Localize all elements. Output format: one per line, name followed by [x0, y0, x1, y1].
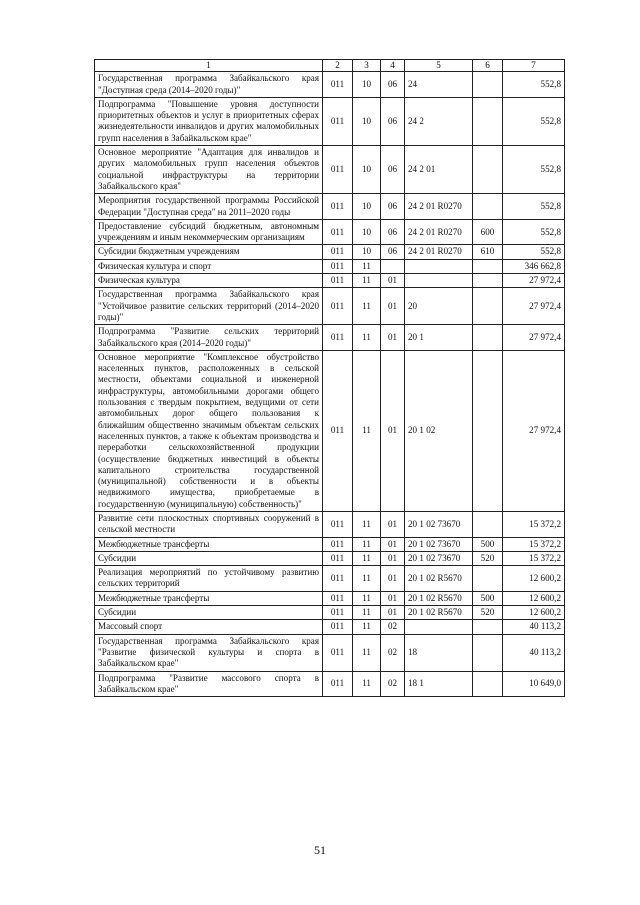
table-row	[95, 591, 565, 605]
target-article-cell: 24 2	[405, 97, 473, 145]
table-row	[95, 671, 565, 697]
amount-cell: 552,8	[503, 194, 565, 220]
target-article-cell: 20 1 02 R5670	[405, 591, 473, 605]
column-header: 3	[353, 60, 381, 72]
subsection-code-cell: 01	[381, 551, 405, 565]
section-code-cell: 10	[353, 146, 381, 194]
table-row	[95, 274, 565, 288]
row-name-cell: Массовый спорт	[95, 620, 323, 634]
row-name-cell: Мероприятия государственной программы Российской Федерации "Доступная среда" на 2011–2020 годы	[95, 194, 323, 220]
expense-type-cell: 610	[473, 245, 503, 259]
expense-type-cell	[473, 634, 503, 671]
amount-cell: 27 972,4	[503, 288, 565, 325]
subsection-code-cell: 02	[381, 634, 405, 671]
grbs-code-cell: 011	[323, 620, 353, 634]
target-article-cell: 20 1 02 R5670	[405, 606, 473, 620]
table-row	[95, 551, 565, 565]
grbs-code-cell: 011	[323, 325, 353, 351]
amount-cell: 552,8	[503, 219, 565, 245]
target-article-cell	[405, 259, 473, 273]
grbs-code-cell: 011	[323, 537, 353, 551]
expense-type-cell	[473, 146, 503, 194]
subsection-code-cell: 06	[381, 219, 405, 245]
expense-type-cell: 520	[473, 606, 503, 620]
table-row	[95, 350, 565, 511]
target-article-cell: 24 2 01 R0270	[405, 219, 473, 245]
section-code-cell: 11	[353, 259, 381, 273]
table-row	[95, 219, 565, 245]
table-row	[95, 325, 565, 351]
grbs-code-cell: 011	[323, 606, 353, 620]
section-code-cell: 11	[353, 591, 381, 605]
row-name-cell: Основное мероприятие "Комплексное обустройство населенных пунктов, расположенных в сельской местности, объектами социальной и инженерной инфраструктуры, автомобильными дорогами общего пользования с твердым покрытием, ведущими от сети автомобильных дорог общего пользования к ближайшим общественно значимым объектам сельских населенных пунктов, а также к объектам производства и переработки сельскохозяйственной продукции (осуществление бюджетных инвестиций в объекты капитального строительства государственной (муниципальной) собственности и в объекты недвижимого имущества, приобретаемые в государственную (муниципальную) собственность)"	[95, 350, 323, 511]
amount-cell: 27 972,4	[503, 350, 565, 511]
table-row	[95, 537, 565, 551]
section-code-cell: 11	[353, 606, 381, 620]
row-name-cell: Подпрограмма "Повышение уровня доступности приоритетных объектов и услуг в приоритетных сферах жизнедеятельности инвалидов и других маломобильных групп населения в Забайкальском крае"	[95, 97, 323, 145]
row-name-cell: Государственная программа Забайкальского края "Развитие физической культуры и спорта в Забайкальском крае"	[95, 634, 323, 671]
table-row	[95, 97, 565, 145]
section-code-cell: 10	[353, 72, 381, 98]
grbs-code-cell: 011	[323, 671, 353, 697]
section-code-cell: 10	[353, 219, 381, 245]
section-code-cell: 11	[353, 551, 381, 565]
row-name-cell: Физическая культура	[95, 274, 323, 288]
amount-cell: 40 113,2	[503, 634, 565, 671]
subsection-code-cell: 01	[381, 606, 405, 620]
section-code-cell: 11	[353, 671, 381, 697]
table-row	[95, 146, 565, 194]
table-row	[95, 288, 565, 325]
row-name-cell: Подпрограмма "Развитие массового спорта в Забайкальском крае"	[95, 671, 323, 697]
row-name-cell: Межбюджетные трансферты	[95, 537, 323, 551]
grbs-code-cell: 011	[323, 566, 353, 592]
expense-type-cell: 520	[473, 551, 503, 565]
target-article-cell: 20 1 02 R5670	[405, 566, 473, 592]
subsection-code-cell: 06	[381, 97, 405, 145]
amount-cell: 552,8	[503, 245, 565, 259]
subsection-code-cell: 01	[381, 566, 405, 592]
target-article-cell: 24 2 01	[405, 146, 473, 194]
target-article-cell: 24 2 01 R0270	[405, 245, 473, 259]
budget-table	[94, 59, 565, 697]
grbs-code-cell: 011	[323, 245, 353, 259]
section-code-cell: 11	[353, 325, 381, 351]
row-name-cell: Реализация мероприятий по устойчивому развитию сельских территорий	[95, 566, 323, 592]
grbs-code-cell: 011	[323, 551, 353, 565]
target-article-cell: 20 1	[405, 325, 473, 351]
amount-cell: 40 113,2	[503, 620, 565, 634]
grbs-code-cell: 011	[323, 350, 353, 511]
subsection-code-cell: 06	[381, 245, 405, 259]
section-code-cell: 11	[353, 634, 381, 671]
amount-cell: 552,8	[503, 72, 565, 98]
column-header: 1	[95, 60, 323, 72]
amount-cell: 10 649,0	[503, 671, 565, 697]
amount-cell: 12 600,2	[503, 591, 565, 605]
grbs-code-cell: 011	[323, 591, 353, 605]
target-article-cell: 20 1 02 73670	[405, 551, 473, 565]
header-row	[95, 60, 565, 72]
row-name-cell: Физическая культура и спорт	[95, 259, 323, 273]
subsection-code-cell: 01	[381, 274, 405, 288]
expense-type-cell	[473, 194, 503, 220]
expense-type-cell	[473, 620, 503, 634]
row-name-cell: Государственная программа Забайкальского края "Устойчивое развитие сельских территорий (2014–2020 годы)"	[95, 288, 323, 325]
section-code-cell: 11	[353, 620, 381, 634]
expense-type-cell	[473, 274, 503, 288]
table-row	[95, 194, 565, 220]
table-row	[95, 606, 565, 620]
row-name-cell: Подпрограмма "Развитие сельских территорий Забайкальского края (2014–2020 годы)"	[95, 325, 323, 351]
row-name-cell: Развитие сети плоскостных спортивных сооружений в сельской местности	[95, 511, 323, 537]
row-name-cell: Межбюджетные трансферты	[95, 591, 323, 605]
column-header: 7	[503, 60, 565, 72]
grbs-code-cell: 011	[323, 634, 353, 671]
target-article-cell: 20 1 02 73670	[405, 537, 473, 551]
target-article-cell: 20 1 02 73670	[405, 511, 473, 537]
amount-cell: 346 662,8	[503, 259, 565, 273]
subsection-code-cell: 01	[381, 350, 405, 511]
target-article-cell: 24	[405, 72, 473, 98]
amount-cell: 27 972,4	[503, 274, 565, 288]
section-code-cell: 11	[353, 274, 381, 288]
subsection-code-cell: 06	[381, 194, 405, 220]
section-code-cell: 11	[353, 511, 381, 537]
grbs-code-cell: 011	[323, 259, 353, 273]
subsection-code-cell: 02	[381, 671, 405, 697]
amount-cell: 27 972,4	[503, 325, 565, 351]
table-row	[95, 620, 565, 634]
subsection-code-cell: 01	[381, 325, 405, 351]
grbs-code-cell: 011	[323, 194, 353, 220]
row-name-cell: Субсидии бюджетным учреждениям	[95, 245, 323, 259]
table-row	[95, 566, 565, 592]
subsection-code-cell: 06	[381, 146, 405, 194]
subsection-code-cell: 01	[381, 511, 405, 537]
expense-type-cell	[473, 72, 503, 98]
expense-type-cell	[473, 350, 503, 511]
table-row	[95, 511, 565, 537]
expense-type-cell	[473, 325, 503, 351]
table-row	[95, 245, 565, 259]
amount-cell: 12 600,2	[503, 606, 565, 620]
table-body	[95, 72, 565, 697]
subsection-code-cell: 01	[381, 288, 405, 325]
amount-cell: 12 600,2	[503, 566, 565, 592]
amount-cell: 15 372,2	[503, 511, 565, 537]
table-row	[95, 72, 565, 98]
expense-type-cell	[473, 97, 503, 145]
grbs-code-cell: 011	[323, 146, 353, 194]
target-article-cell: 24 2 01 R0270	[405, 194, 473, 220]
expense-type-cell	[473, 671, 503, 697]
target-article-cell: 18 1	[405, 671, 473, 697]
row-name-cell: Субсидии	[95, 551, 323, 565]
amount-cell: 15 372,2	[503, 551, 565, 565]
table-row	[95, 259, 565, 273]
grbs-code-cell: 011	[323, 274, 353, 288]
section-code-cell: 11	[353, 566, 381, 592]
row-name-cell: Основное мероприятие "Адаптация для инвалидов и других маломобильных групп населения объектов социальной инфраструктуры на территории Забайкальского края"	[95, 146, 323, 194]
section-code-cell: 11	[353, 350, 381, 511]
row-name-cell: Предоставление субсидий бюджетным, автономным учреждениям и иным некоммерческим организациям	[95, 219, 323, 245]
row-name-cell: Субсидии	[95, 606, 323, 620]
section-code-cell: 11	[353, 288, 381, 325]
grbs-code-cell: 011	[323, 97, 353, 145]
expense-type-cell	[473, 566, 503, 592]
grbs-code-cell: 011	[323, 288, 353, 325]
target-article-cell: 20 1 02	[405, 350, 473, 511]
grbs-code-cell: 011	[323, 511, 353, 537]
subsection-code-cell: 06	[381, 72, 405, 98]
page-number: 51	[314, 843, 326, 857]
grbs-code-cell: 011	[323, 219, 353, 245]
expense-type-cell	[473, 259, 503, 273]
target-article-cell: 18	[405, 634, 473, 671]
amount-cell: 15 372,2	[503, 537, 565, 551]
section-code-cell: 10	[353, 245, 381, 259]
amount-cell: 552,8	[503, 146, 565, 194]
column-header: 4	[381, 60, 405, 72]
expense-type-cell: 500	[473, 591, 503, 605]
section-code-cell: 10	[353, 97, 381, 145]
amount-cell: 552,8	[503, 97, 565, 145]
expense-type-cell	[473, 511, 503, 537]
expense-type-cell: 600	[473, 219, 503, 245]
subsection-code-cell	[381, 259, 405, 273]
row-name-cell: Государственная программа Забайкальского края "Доступная среда (2014–2020 годы)"	[95, 72, 323, 98]
target-article-cell	[405, 620, 473, 634]
target-article-cell	[405, 274, 473, 288]
subsection-code-cell: 01	[381, 591, 405, 605]
section-code-cell: 10	[353, 194, 381, 220]
grbs-code-cell: 011	[323, 72, 353, 98]
column-header: 2	[323, 60, 353, 72]
target-article-cell: 20	[405, 288, 473, 325]
subsection-code-cell: 02	[381, 620, 405, 634]
column-header: 6	[473, 60, 503, 72]
expense-type-cell: 500	[473, 537, 503, 551]
table-row	[95, 634, 565, 671]
subsection-code-cell: 01	[381, 537, 405, 551]
section-code-cell: 11	[353, 537, 381, 551]
expense-type-cell	[473, 288, 503, 325]
column-header: 5	[405, 60, 473, 72]
